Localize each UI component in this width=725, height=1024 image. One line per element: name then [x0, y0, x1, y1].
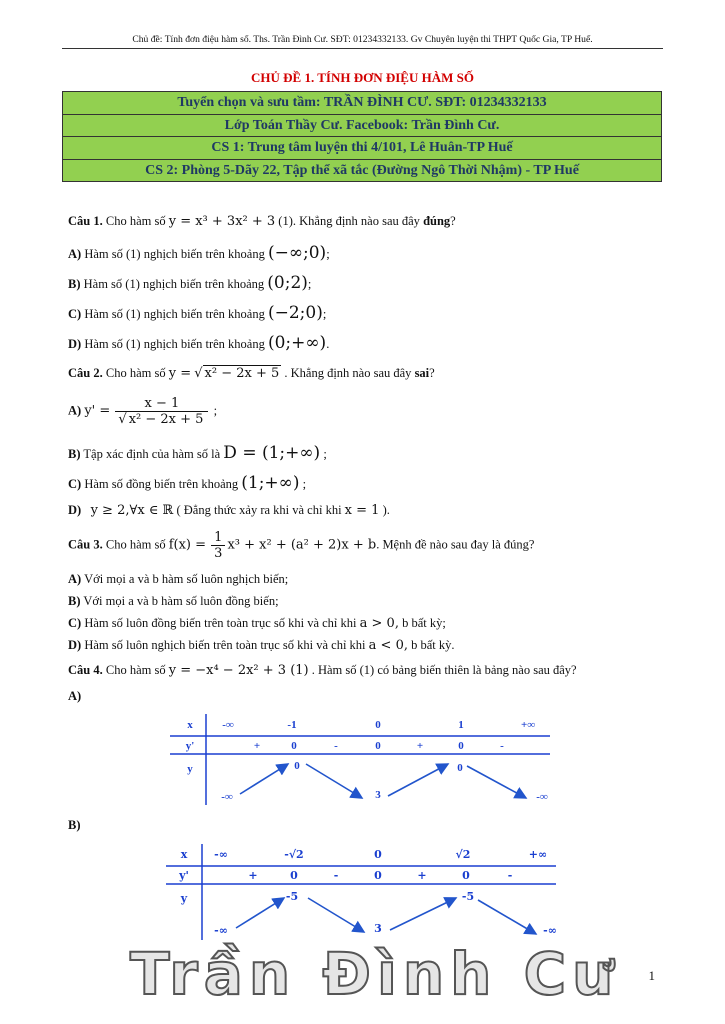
y-value: 0	[294, 760, 300, 772]
y-value: -∞	[221, 791, 233, 803]
option-key: C)	[68, 477, 82, 491]
emphasis: sai	[414, 366, 430, 380]
x-value: 0	[375, 719, 381, 731]
sign: +	[248, 869, 258, 882]
y-value: 0	[457, 762, 463, 774]
row-label-x: x	[187, 719, 193, 731]
question-text: . Hàm số (1) có bảng biến thiên là bảng nào sau đây?	[311, 663, 577, 677]
banner-line: CS 2: Phòng 5-Dãy 22, Tập thể xã tắc (Đường Ngô Thời Nhậm) - TP Huế	[145, 162, 579, 178]
banner-line: Tuyển chọn và sưu tầm: TRẦN ĐÌNH CƯ. SĐT: 01234332133	[63, 92, 661, 115]
chapter-title: CHỦ ĐỀ 1. TÍNH ĐƠN ĐIỆU HÀM SỐ	[251, 70, 474, 85]
y-value: -∞	[536, 791, 548, 803]
question-2: Câu 2. Cho hàm số y = √ x² − 2x + 5 . Khẳng định nào sau đây sai?	[68, 366, 435, 381]
formula-radicand: x² − 2x + 5	[204, 366, 280, 381]
x-value: -1	[287, 719, 297, 731]
sign: -	[333, 869, 339, 882]
option-math: D = (1;+∞)	[223, 443, 321, 463]
punct: ;	[326, 247, 330, 261]
decrease-arrow	[467, 766, 526, 798]
variation-table-b-svg	[166, 842, 561, 942]
sign: 0	[291, 740, 297, 752]
option-a-label	[68, 689, 81, 704]
sign: +	[416, 740, 424, 752]
option-key: B)	[68, 447, 81, 461]
option-b	[68, 594, 279, 609]
increase-arrow	[388, 764, 448, 796]
punct: .	[326, 337, 330, 351]
option-key: B)	[68, 818, 81, 832]
sign: 0	[290, 869, 298, 882]
question-text: (1). Khẳng định nào sau đây	[278, 214, 420, 228]
sign: +	[417, 869, 427, 882]
option-math: (0;+∞)	[267, 333, 327, 353]
x-value: -∞	[214, 848, 228, 861]
option-key: D)	[68, 503, 82, 517]
page-header: Chủ đề: Tính đơn điệu hàm số. Ths. Trần Đình Cư. SĐT: 01234332133. Gv Chuyên luyện thi THPT Quốc Gia, TP Huế.	[62, 34, 663, 49]
banner-line: Lớp Toán Thầy Cư. Facebook: Trần Đình Cư.	[63, 115, 661, 138]
option-text: Với mọi a và b hàm số luôn đồng biến;	[83, 594, 279, 608]
question-1	[68, 214, 456, 229]
option-a	[68, 572, 288, 587]
option-math: x = 1	[344, 503, 380, 518]
option-b	[68, 443, 327, 463]
increase-arrow	[390, 898, 456, 930]
banner-line: CS 1: Trung tâm luyện thi 4/101, Lê Huân-TP Huế	[63, 137, 661, 160]
option-c	[68, 473, 306, 493]
y-value: -∞	[214, 924, 228, 937]
denominator: 3	[214, 546, 223, 561]
row-label-x: x	[180, 848, 188, 861]
row-label-yprime: y'	[179, 869, 189, 882]
y-value: 3	[375, 789, 381, 801]
option-text: Hàm số (1) nghịch biến trên khoảng	[84, 307, 265, 321]
y-value: -5	[285, 890, 299, 903]
option-text: b bất kỳ;	[402, 616, 446, 630]
row-label-y: y	[180, 892, 188, 905]
watermark: Trần Đình Cư	[130, 940, 620, 1008]
option-math: (0;2)	[267, 273, 308, 293]
numerator: x − 1	[115, 396, 208, 412]
formula: y = x³ + 3x² + 3	[168, 214, 276, 229]
option-text: Hàm số đồng biến trên khoảng	[84, 477, 239, 491]
option-key: A)	[68, 247, 82, 261]
y-value: 3	[374, 922, 382, 935]
option-key: A)	[68, 403, 82, 418]
option-key: D)	[68, 638, 82, 652]
option-math: y ≥ 2,∀x ∈ ℝ	[90, 503, 174, 518]
option-text: Với mọi a và b hàm số luôn nghịch biến;	[84, 572, 289, 586]
row-label-y: y	[187, 763, 193, 775]
option-d	[68, 503, 390, 518]
punct: ;	[213, 403, 218, 418]
option-math: (−∞;0)	[267, 243, 327, 263]
punct: ;	[323, 447, 327, 461]
option-key: C)	[68, 307, 82, 321]
option-text: Tập xác định của hàm số là	[83, 447, 221, 461]
question-text: Cho hàm số	[105, 663, 166, 677]
punct: ).	[382, 503, 390, 517]
x-value: 0	[374, 848, 382, 861]
x-value: 1	[458, 719, 464, 731]
option-text: Hàm số luôn đồng biến trên toàn trục số khi và chỉ khi	[84, 616, 357, 630]
option-c	[68, 303, 326, 323]
decrease-arrow	[478, 900, 536, 934]
x-value: +∞	[528, 848, 548, 861]
y-value: -∞	[543, 924, 557, 937]
question-text: Cho hàm số	[105, 537, 166, 552]
question-label: Câu 4.	[68, 663, 103, 677]
sign: +	[253, 740, 261, 752]
sign: 0	[374, 869, 382, 882]
option-math: a > 0,	[359, 616, 399, 631]
emphasis: đúng	[423, 214, 451, 228]
option-b-label	[68, 818, 81, 833]
option-text: ( Đẳng thức xảy ra khi và chỉ khi	[176, 503, 342, 517]
author-banner	[62, 91, 662, 182]
option-b	[68, 273, 311, 293]
option-d	[68, 333, 329, 353]
formula: y = −x⁴ − 2x² + 3 (1)	[168, 663, 309, 678]
punct: ;	[322, 307, 327, 321]
question-text: . Mệnh đề nào sau đay là đúng?	[376, 537, 535, 552]
increase-arrow	[240, 764, 288, 794]
denominator: x² − 2x + 5	[128, 412, 204, 427]
question-4	[68, 663, 577, 678]
y-value: -5	[461, 890, 475, 903]
option-math: (−2;0)	[267, 303, 323, 323]
question-label: Câu 3.	[68, 537, 103, 552]
option-text: b bất kỳ.	[411, 638, 455, 652]
punct: ?	[429, 366, 435, 380]
x-value: -∞	[222, 719, 234, 731]
question-text: Cho hàm số	[105, 214, 166, 228]
sign: 0	[458, 740, 464, 752]
x-value: -√2	[284, 848, 304, 861]
formula: y =	[168, 366, 192, 381]
formula: f(x) =	[168, 537, 207, 553]
option-text: Hàm số (1) nghịch biến trên khoảng	[84, 337, 265, 351]
option-key: B)	[68, 594, 81, 608]
option-d	[68, 638, 455, 653]
option-text: Hàm số (1) nghịch biến trên khoảng	[83, 277, 265, 291]
sign: -	[507, 869, 513, 882]
option-math: y' =	[84, 403, 111, 419]
question-text: Cho hàm số	[105, 366, 166, 380]
option-c	[68, 616, 446, 631]
sign: -	[334, 740, 338, 752]
option-key: B)	[68, 277, 81, 291]
x-value: √2	[455, 848, 471, 861]
option-a	[68, 243, 330, 263]
fraction	[211, 530, 225, 561]
option-key: A)	[68, 572, 82, 586]
decrease-arrow	[308, 898, 364, 932]
numerator: 1	[211, 530, 225, 546]
sign: 0	[375, 740, 381, 752]
sign: 0	[462, 869, 470, 882]
question-label: Câu 1.	[68, 214, 103, 228]
formula: x³ + x² + (a² + 2)x + b	[227, 537, 377, 553]
question-label: Câu 2.	[68, 366, 103, 380]
option-key: A)	[68, 689, 82, 703]
punct: ;	[302, 477, 307, 491]
option-key: D)	[68, 337, 82, 351]
question-text: . Khẳng định nào sau đây	[284, 366, 412, 380]
variation-table-b	[166, 842, 561, 942]
decrease-arrow	[306, 764, 362, 798]
question-3	[68, 530, 534, 561]
option-key: C)	[68, 616, 82, 630]
option-text: Hàm số luôn nghịch biến trên toàn trục số khi và chỉ khi	[84, 638, 366, 652]
x-value: +∞	[520, 719, 536, 731]
option-math: (1;+∞)	[241, 473, 300, 493]
variation-table-a	[170, 712, 560, 807]
option-text: Hàm số (1) nghịch biến trên khoảng	[84, 247, 265, 261]
punct: ?	[450, 214, 456, 228]
option-math: a < 0,	[368, 638, 408, 653]
increase-arrow	[236, 898, 284, 928]
fraction: $\frac{x - 1}{\text{√ x² − 2x + 5}}$	[115, 396, 208, 427]
sign: -	[500, 740, 504, 752]
punct: ;	[307, 277, 312, 291]
option-a	[68, 396, 217, 427]
page-number: 1	[648, 968, 655, 983]
variation-table-a-svg	[170, 712, 560, 807]
row-label-yprime: y'	[185, 740, 195, 752]
